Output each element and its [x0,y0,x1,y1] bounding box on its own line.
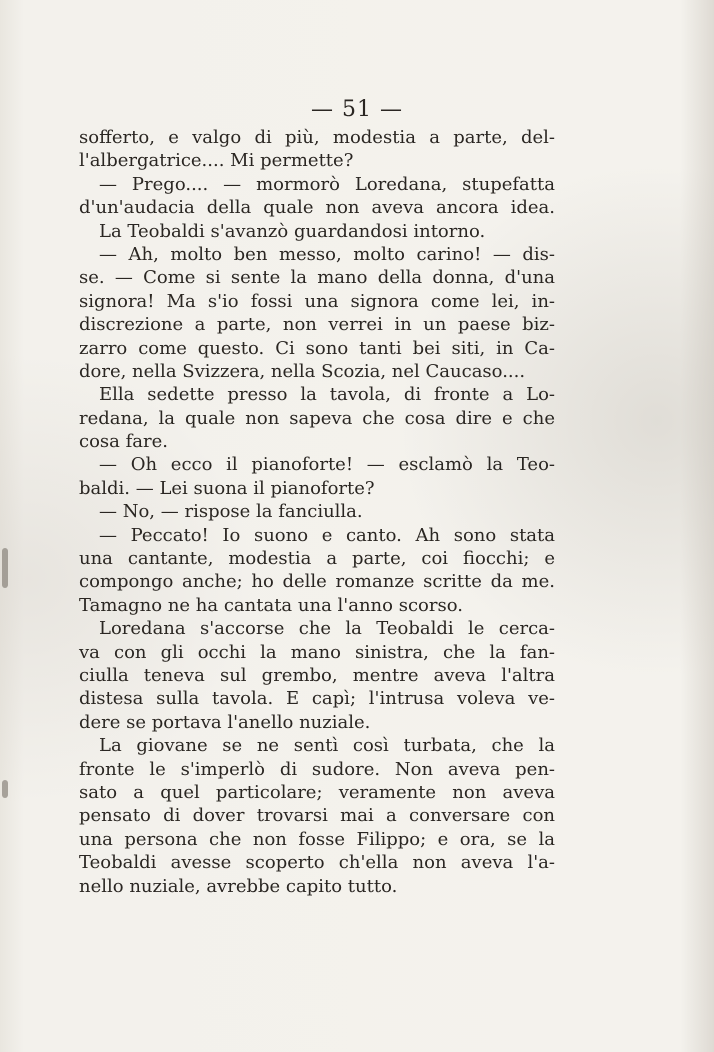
text-line: una cantante, modestia a parte, coi fiocchi; e [79,548,555,570]
text-line: Ella sedette presso la tavola, di fronte a Lo- [99,384,555,406]
text-line: — No, — rispose la fanciulla. [99,501,363,523]
text-line: pensato di dover trovarsi mai a conversare con [79,805,555,827]
text-line: dere se portava l'anello nuziale. [79,711,371,733]
text-line: redana, la quale non sapeva che cosa dire e che [79,407,555,429]
text-line: La giovane se ne sentì così turbata, che la [99,735,555,757]
text-line: una persona che non fosse Filippo; e ora, se la [79,828,555,850]
body-text [79,126,555,898]
text-line: — Prego.... — mormorò Loredana, stupefatta [99,173,555,195]
text-line: ciulla teneva sul grembo, mentre aveva l'altra [79,664,555,686]
text-line: nello nuziale, avrebbe capito tutto. [79,875,398,897]
text-line: sofferto, e valgo di più, modestia a parte, del- [79,127,555,148]
text-line: va con gli occhi la mano sinistra, che la fan- [79,641,555,663]
text-line: baldi. — Lei suona il pianoforte? [79,477,375,499]
text-line: se. — Come si sente la mano della donna, d'una [79,267,555,289]
text-line: La Teobaldi s'avanzò guardandosi intorno. [99,220,486,242]
text-line: Loredana s'accorse che la Teobaldi le cerca- [99,618,555,640]
text-line: cosa fare. [79,431,168,453]
text-line: Tamagno ne ha cantata una l'anno scorso. [79,594,463,616]
text-line: Teobaldi avesse scoperto ch'ella non aveva l'a- [79,852,555,874]
text-line: compongo anche; ho delle romanze scritte da me. [79,571,555,593]
page-edge-mark [2,780,8,798]
text-line: — Oh ecco il pianoforte! — esclamò la Teo- [99,454,555,476]
page-edge-mark [2,548,8,588]
text-line: fronte le s'imperlò di sudore. Non aveva pen- [79,758,555,780]
text-line: zarro come questo. Ci sono tanti bei siti, in Ca- [79,337,555,359]
text-line: distesa sulla tavola. E capì; l'intrusa voleva ve- [79,688,555,710]
text-line: signora! Ma s'io fossi una signora come lei, in- [79,290,555,312]
text-line: discrezione a parte, non verrei in un paese biz- [79,314,555,336]
text-line: sato a quel particolare; veramente non aveva [79,781,555,803]
text-line: dore, nella Svizzera, nella Scozia, nel Caucaso.... [79,360,526,382]
text-line: — Peccato! Io suono e canto. Ah sono stata [99,524,555,546]
text-line: — Ah, molto ben messo, molto carino! — dis- [99,243,555,265]
page-number: — 51 — [311,97,403,122]
text-line: d'un'audacia della quale non aveva ancora idea. [79,197,555,219]
text-line: l'albergatrice.... Mi permette? [79,150,354,172]
